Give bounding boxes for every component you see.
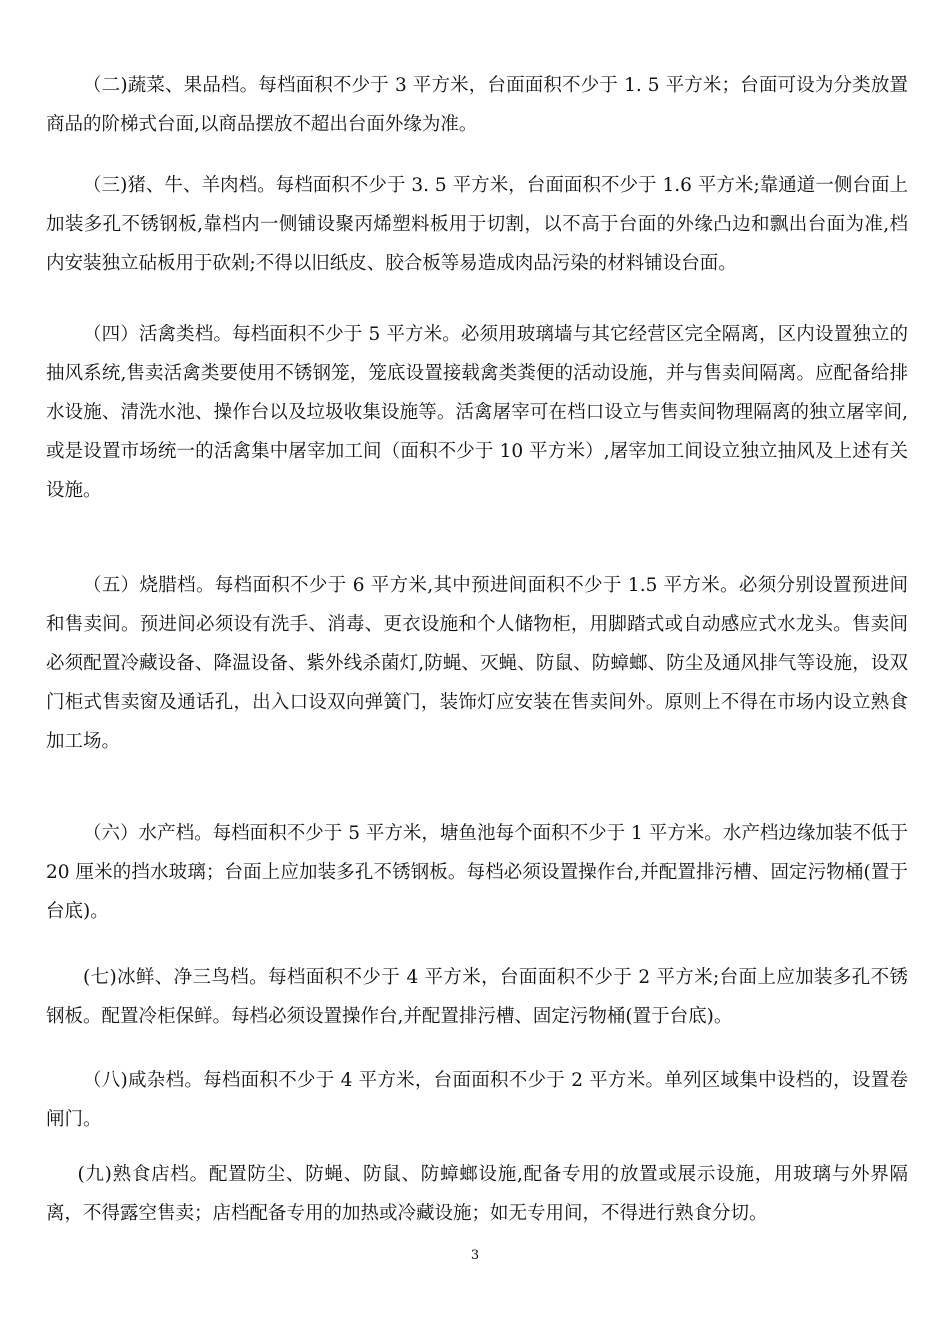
paragraph-roast-meat-stall: （五）烧腊档。每档面积不少于 6 平方米,其中预进间面积不少于 1.5 平方米。必须分别设置预进间和售卖间。预进间必须设有洗手、消毒、更衣设施和个人储物柜，用脚踏式或自动感应式水龙头。售卖间必须配置冷藏设备、降温设备、紫外线杀菌灯,防蝇、灭蝇、防鼠、防蟑螂、防尘及通风排气等设施，设双门柜式售卖窗及通话孔，出入口设双向弹簧门，装饰灯应安装在售卖间外。原则上不得在市场内设立熟食加工场。 [46, 575, 908, 752]
paragraph-grocery-stall: （八)咸杂档。每档面积不少于 4 平方米，台面面积不少于 2 平方米。单列区域集中设档的，设置卷闸门。 [46, 1070, 908, 1130]
paragraph-live-poultry-stall: （四）活禽类档。每档面积不少于 5 平方米。必须用玻璃墙与其它经营区完全隔离，区内设置独立的抽风系统,售卖活禽类要使用不锈钢笼，笼底设置接载禽类粪便的活动设施，并与售卖间隔离。应配备给排水设施、清洗水池、操作台以及垃圾收集设施等。活禽屠宰可在档口设立与售卖间物理隔离的独立屠宰间,或是设置市场统一的活禽集中屠宰加工间（面积不少于 10 平方米）,屠宰加工间设立独立抽风及上述有关设施。 [46, 324, 908, 501]
page-number: 3 [470, 1248, 480, 1263]
paragraph-meat-stall: （三)猪、牛、羊肉档。每档面积不少于 3. 5 平方米，台面面积不少于 1.6 平方米;靠通道一侧台面上加装多孔不锈钢板,靠档内一侧铺设聚丙烯塑料板用于切割，以不高于台面的外缘凸边和飘出台面为准,档内安装独立砧板用于砍剁;不得以旧纸皮、胶合板等易造成肉品污染的材料铺设台面。 [46, 175, 908, 274]
paragraph-deli-stall: (九)熟食店档。配置防尘、防蝇、防鼠、防蟑螂设施,配备专用的放置或展示设施，用玻璃与外界隔离，不得露空售卖；店档配备专用的加热或冷藏设施；如无专用间，不得进行熟食分切。 [46, 1164, 908, 1224]
paragraph-aquatic-stall: （六）水产档。每档面积不少于 5 平方米，塘鱼池每个面积不少于 1 平方米。水产档边缘加装不低于 20 厘米的挡水玻璃；台面上应加装多孔不锈钢板。每档必须设置操作台,并配置排污槽、固定污物桶(置于台底)。 [46, 823, 908, 922]
paragraph-chilled-poultry-stall: (七)冰鲜、净三鸟档。每档面积不少于 4 平方米，台面面积不少于 2 平方米;台面上应加装多孔不锈钢板。配置冷柜保鲜。每档必须设置操作台,并配置排污槽、固定污物桶(置于台底)。 [46, 967, 908, 1027]
paragraph-vegetable-fruit-stall: （二)蔬菜、果品档。每档面积不少于 3 平方米，台面面积不少于 1. 5 平方米；台面可设为分类放置商品的阶梯式台面,以商品摆放不超出台面外缘为准。 [46, 75, 908, 135]
